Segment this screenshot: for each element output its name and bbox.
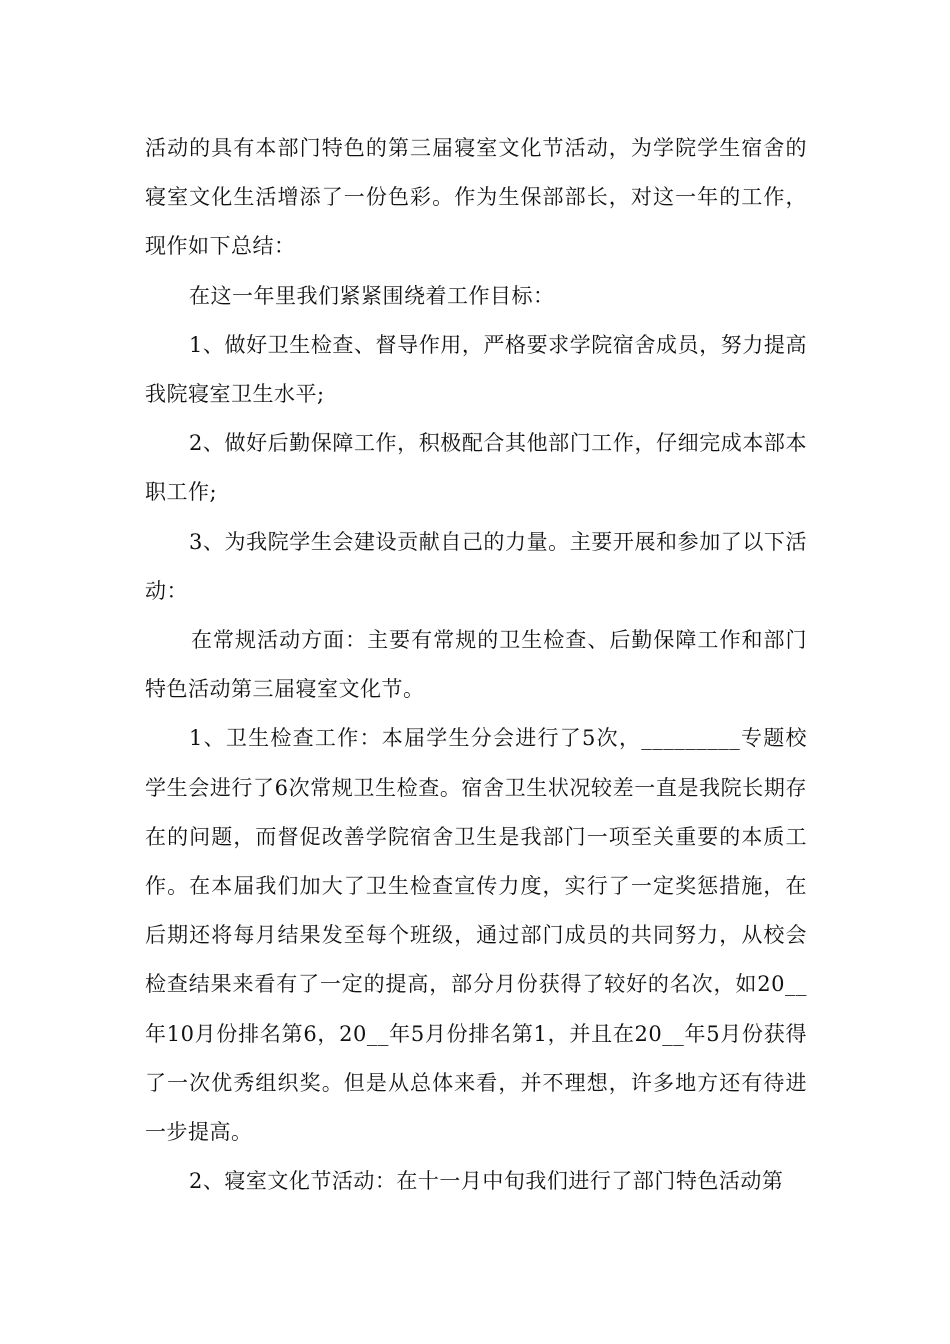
paragraph-goal-3: 3、为我院学生会建设贡献自己的力量。主要开展和参加了以下活动： (145, 529, 807, 603)
paragraph-hygiene-inspection: 1、卫生检查工作：本届学生分会进行了5次，_________专题校学生会进行了6次常规卫生检查。宿舍卫生状况较差一直是我院长期存在的问题，而督促改善学院宿舍卫生是我部门一项至关重要的本质工作。在本届我们加大了卫生检查宣传力度，实行了一定奖惩措施，在后期还将每月结果发至每个班级，通过部门成员的共同努力，从校会检查结果来看有了一定的提高，部分月份获得了较好的名次，如20__年10月份排名第6，20__年5月份排名第1，并且在20__年5月份获得了一次优秀组织奖。但是从总体来看，并不理想，许多地方还有待进一步提高。 (145, 726, 807, 1145)
paragraph-goals-intro: 在这一年里我们紧紧围绕着工作目标： (189, 283, 555, 308)
paragraph-dorm-culture-festival: 2、寝室文化节活动：在十一月中旬我们进行了部门特色活动第 (189, 1169, 784, 1194)
paragraph-routine-activities: 在常规活动方面：主要有常规的卫生检查、后勤保障工作和部门特色活动第三届寝室文化节。 (145, 628, 807, 702)
document-body (145, 124, 807, 1206)
paragraph-goal-2: 2、做好后勤保障工作，积极配合其他部门工作，仔细完成本部本职工作; (145, 431, 807, 505)
paragraph-intro-continued: 活动的具有本部门特色的第三届寝室文化节活动，为学院学生宿舍的寝室文化生活增添了一份色彩。作为生保部部长，对这一年的工作，现作如下总结： (145, 136, 807, 259)
paragraph-goal-1: 1、做好卫生检查、督导作用，严格要求学院宿舍成员，努力提高我院寝室卫生水平; (145, 332, 807, 407)
